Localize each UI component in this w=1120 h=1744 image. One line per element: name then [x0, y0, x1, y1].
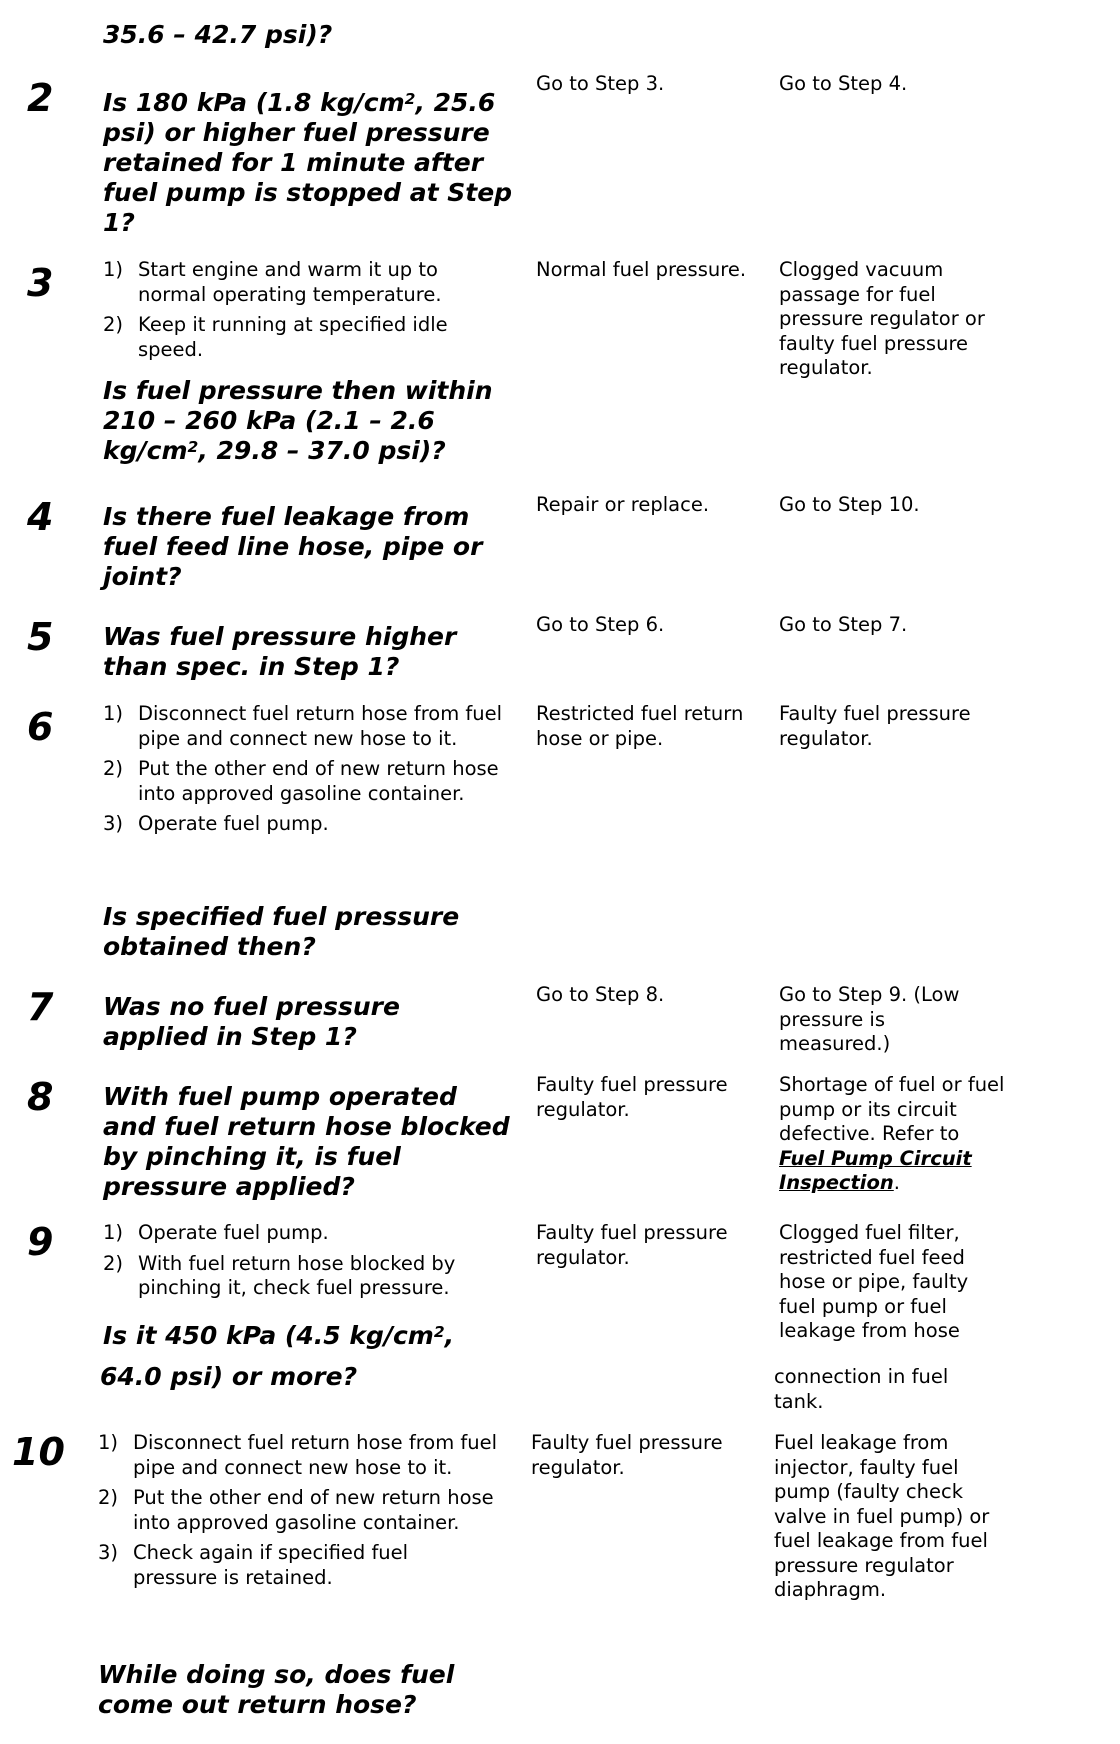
fuel-pump-circuit-inspection-link[interactable]: Fuel Pump Circuit Inspection [779, 1146, 972, 1194]
no-result: Clogged vacuum passage for fuel pressure regulator or faulty fuel pressure regulator. [779, 258, 985, 379]
step-question: Is it 450 kPa (4.5 $kg/cm^2$, [103, 1321, 455, 1350]
step-number: 4 [27, 495, 54, 539]
no-result: Clogged fuel filter, restricted fuel feed hose or pipe, faulty fuel pump or fuel leakage from hose [779, 1221, 969, 1342]
step-number: 8 [27, 1075, 54, 1119]
yes-result: Repair or replace. [536, 493, 710, 516]
no-result: Fuel leakage from injector, faulty fuel pump (faulty check valve in fuel pump) or fuel leakage from fuel pressure regulator diaphragm. [774, 1431, 990, 1601]
step-question: Is specified fuel pressure obtained then? [103, 902, 460, 961]
step-number: 2 [27, 76, 54, 120]
step-number: 5 [27, 615, 54, 659]
step-instructions: 1) Disconnect fuel return hose from fuel pipe and connect new hose to it. 2) Put the other end of new return hose into approved gasoline container. 3) Operate fuel pump. [103, 702, 503, 835]
yes-result: Normal fuel pressure. [536, 258, 747, 281]
no-result: Go to Step 9. (Low pressure is measured.) [779, 983, 960, 1055]
step-instructions: 1) Operate fuel pump. 2) With fuel return hose blocked by pinching it, check fuel pressure. [103, 1221, 456, 1299]
yes-result: Go to Step 3. [536, 72, 665, 95]
yes-result: Faulty fuel pressure regulator. [536, 1073, 728, 1121]
yes-result: Faulty fuel pressure regulator. [531, 1431, 723, 1479]
step-number: 9 [27, 1220, 54, 1264]
step-number: 6 [27, 705, 54, 749]
yes-result: Faulty fuel pressure regulator. [536, 1221, 728, 1269]
step-instructions: 1) Disconnect fuel return hose from fuel pipe and connect new hose to it. 2) Put the other end of new return hose into approved gasoline container. 3) Check again if specified fuel pressure is retained. [98, 1431, 498, 1589]
yes-result: Restricted fuel return hose or pipe. [536, 702, 744, 750]
step-question: Is 180 kPa (1.8 $kg/cm^2$, 25.6 psi) or higher fuel pressure retained for 1 minute after fuel pump is stopped at Step 1? [103, 88, 513, 237]
step-number: 3 [27, 261, 54, 305]
step-question: Was no fuel pressure applied in Step 1? [103, 992, 400, 1051]
no-result: Shortage of fuel or fuel pump or its circuit defective. Refer to Fuel Pump Circuit Inspection. [779, 1073, 1005, 1194]
step-question: Was fuel pressure higher than spec. in Step 1? [103, 622, 457, 681]
step-number: 7 [27, 985, 54, 1029]
step-question: Is fuel pressure then within 210 – 260 kPa (2.1 – 2.6 $kg/cm^2$, 29.8 – 37.0 psi)? [103, 376, 493, 465]
no-result: Faulty fuel pressure regulator. [779, 702, 971, 750]
step-number: 10 [12, 1430, 65, 1474]
no-result: Go to Step 10. [779, 493, 920, 516]
step-question-cont: 64.0 psi) or more? [100, 1362, 358, 1391]
step-question: While doing so, does fuel come out return hose? [98, 1660, 455, 1719]
yes-result: Go to Step 6. [536, 613, 665, 636]
step-instructions: 1) Start engine and warm it up to normal operating temperature. 2) Keep it running at specified idle speed. [103, 258, 448, 361]
no-result: Go to Step 7. [779, 613, 908, 636]
no-result: Go to Step 4. [779, 72, 908, 95]
top-fragment: 35.6 – 42.7 psi)? [103, 20, 333, 49]
no-result-cont: connection in fuel tank. [774, 1365, 949, 1413]
step-question: With fuel pump operated and fuel return hose blocked by pinching it, is fuel pressure applied? [103, 1082, 510, 1201]
yes-result: Go to Step 8. [536, 983, 665, 1006]
step-question: Is there fuel leakage from fuel feed line hose, pipe or joint? [103, 502, 483, 591]
